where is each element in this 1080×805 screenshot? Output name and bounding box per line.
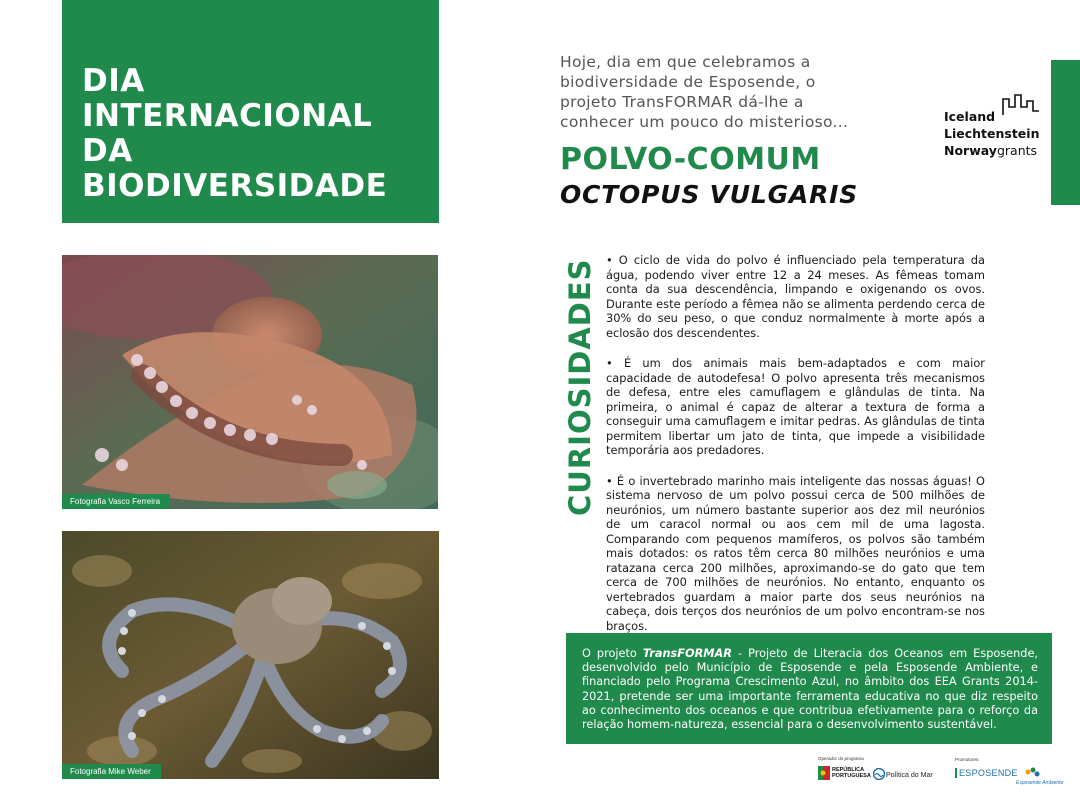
title-line: DIA bbox=[82, 63, 145, 99]
intro-text: Hoje, dia em que celebramos a biodiversidade de Esposende, o projeto TransFORMAR dá-lhe a conhecer um pouco do misterioso... bbox=[560, 53, 849, 131]
republica-line: REPÚBLICA bbox=[832, 767, 865, 773]
esposende-text: ESPOSENDE bbox=[955, 768, 1018, 778]
fact-paragraph: • É o invertebrado marinho mais inteligente das nossas águas! O sistema nervoso de um polvo possui cerca de 500 milhões de neurónios, um número bastante superior aos dez mil neurónios de um caracol normal ou aos cem mil de uma lagosta. Comparando com pequenos mamíferos, os polvos são também mais dotados: os ratos têm cerca 80 milhões neurónios e uma ratazana cerca 200 milhões, aproximando-se do gato que tem cerca de 700 milhões de neurónios. No entanto, enquanto os vertebrados guardam a maior parte dos seus neurónios na cabeça, dois terços dos neurónios de um polvo encontram-se nos braços. bbox=[606, 473, 985, 633]
republica-text bbox=[832, 767, 871, 779]
esposende-ambiente-text: Esposende Ambiente bbox=[1016, 780, 1064, 786]
republica-line: PORTUGUESA bbox=[832, 773, 871, 779]
eea-grants-logo bbox=[944, 93, 1044, 163]
octopus-photo-2 bbox=[62, 531, 439, 779]
eea-norway: Norway bbox=[944, 143, 997, 158]
photo-credit: Fotografia Vasco Ferreira bbox=[62, 494, 170, 509]
eea-line-liechtenstein: Liechtenstein bbox=[944, 126, 1040, 141]
photo-credit: Fotografia Mike Weber bbox=[62, 764, 161, 779]
footer-prefix: O projeto bbox=[582, 647, 643, 660]
promoter-caption: Promotores: bbox=[955, 757, 980, 762]
title-banner bbox=[62, 0, 439, 223]
politica-do-mar-text: Política do Mar bbox=[886, 772, 933, 779]
portugal-flag-icon bbox=[818, 766, 830, 780]
curiosities-label: CURIOSIDADES bbox=[563, 258, 597, 516]
octopus-photo-image bbox=[62, 255, 438, 509]
accent-bar bbox=[1051, 60, 1080, 205]
fact-paragraph: • É um dos animais mais bem-adaptados e com maior capacidade de autodefesa! O polvo apresenta três mecanismos de defesa, entre eles camuflagem e glândulas de tinta. Na primeira, o animal é capaz de alterar a textura de forma a conseguir uma camuflagem e imitar pedras. As glândulas de tinta permitem libertar um jato de tinta, que impede a visibilidade temporária aos predadores. bbox=[606, 356, 985, 457]
wave-icon bbox=[873, 768, 885, 780]
octopus-photo-1 bbox=[62, 255, 438, 509]
partner-logos bbox=[818, 756, 1068, 801]
project-description bbox=[582, 647, 1038, 732]
page-title bbox=[82, 64, 387, 204]
curiosities-facts bbox=[606, 253, 985, 649]
species-latin-name: OCTOPUS VULGARIS bbox=[560, 180, 859, 209]
project-name: TransFORMAR bbox=[642, 647, 732, 660]
eea-line-iceland: Iceland bbox=[944, 109, 996, 124]
operator-caption: Operador do programa bbox=[818, 756, 864, 761]
fact-paragraph: • O ciclo de vida do polvo é influenciado pela temperatura da água, podendo viver entre 12 a 24 meses. As fêmeas tomam conta da sua descendência, limpando e oxigenando os ovos. Durante este período a fêmea não se alimenta perdendo cerca de 30% do seu peso, o que conduz normalmente à morte após a eclosão dos descendentes. bbox=[606, 253, 985, 340]
eea-grants-word: grants bbox=[996, 143, 1038, 158]
title-line: BIODIVERSIDADE bbox=[82, 168, 388, 204]
eea-line-norway bbox=[944, 142, 1039, 159]
title-line: INTERNACIONAL bbox=[82, 98, 373, 134]
octopus-photo-image bbox=[62, 531, 439, 779]
species-common-name: POLVO-COMUM bbox=[560, 142, 821, 177]
title-line: DA bbox=[82, 133, 133, 169]
ambiente-mark-icon bbox=[1024, 766, 1040, 778]
project-description-box bbox=[566, 633, 1052, 744]
footer-body: - Projeto de Literacia dos Oceanos em Esposende, desenvolvido pelo Município de Esposende e pela Esposende Ambiente, e financiado pelo Programa Crescimento Azul, no âmbito dos EEA Grants 2014-2021, pretende ser uma importante ferramenta educativa no que diz respeito ao conhecimento dos oceanos e que contribua efetivamente para o reforço da relação homem-natureza, essencial para o desenvolvimento sustentável. bbox=[582, 647, 1038, 732]
